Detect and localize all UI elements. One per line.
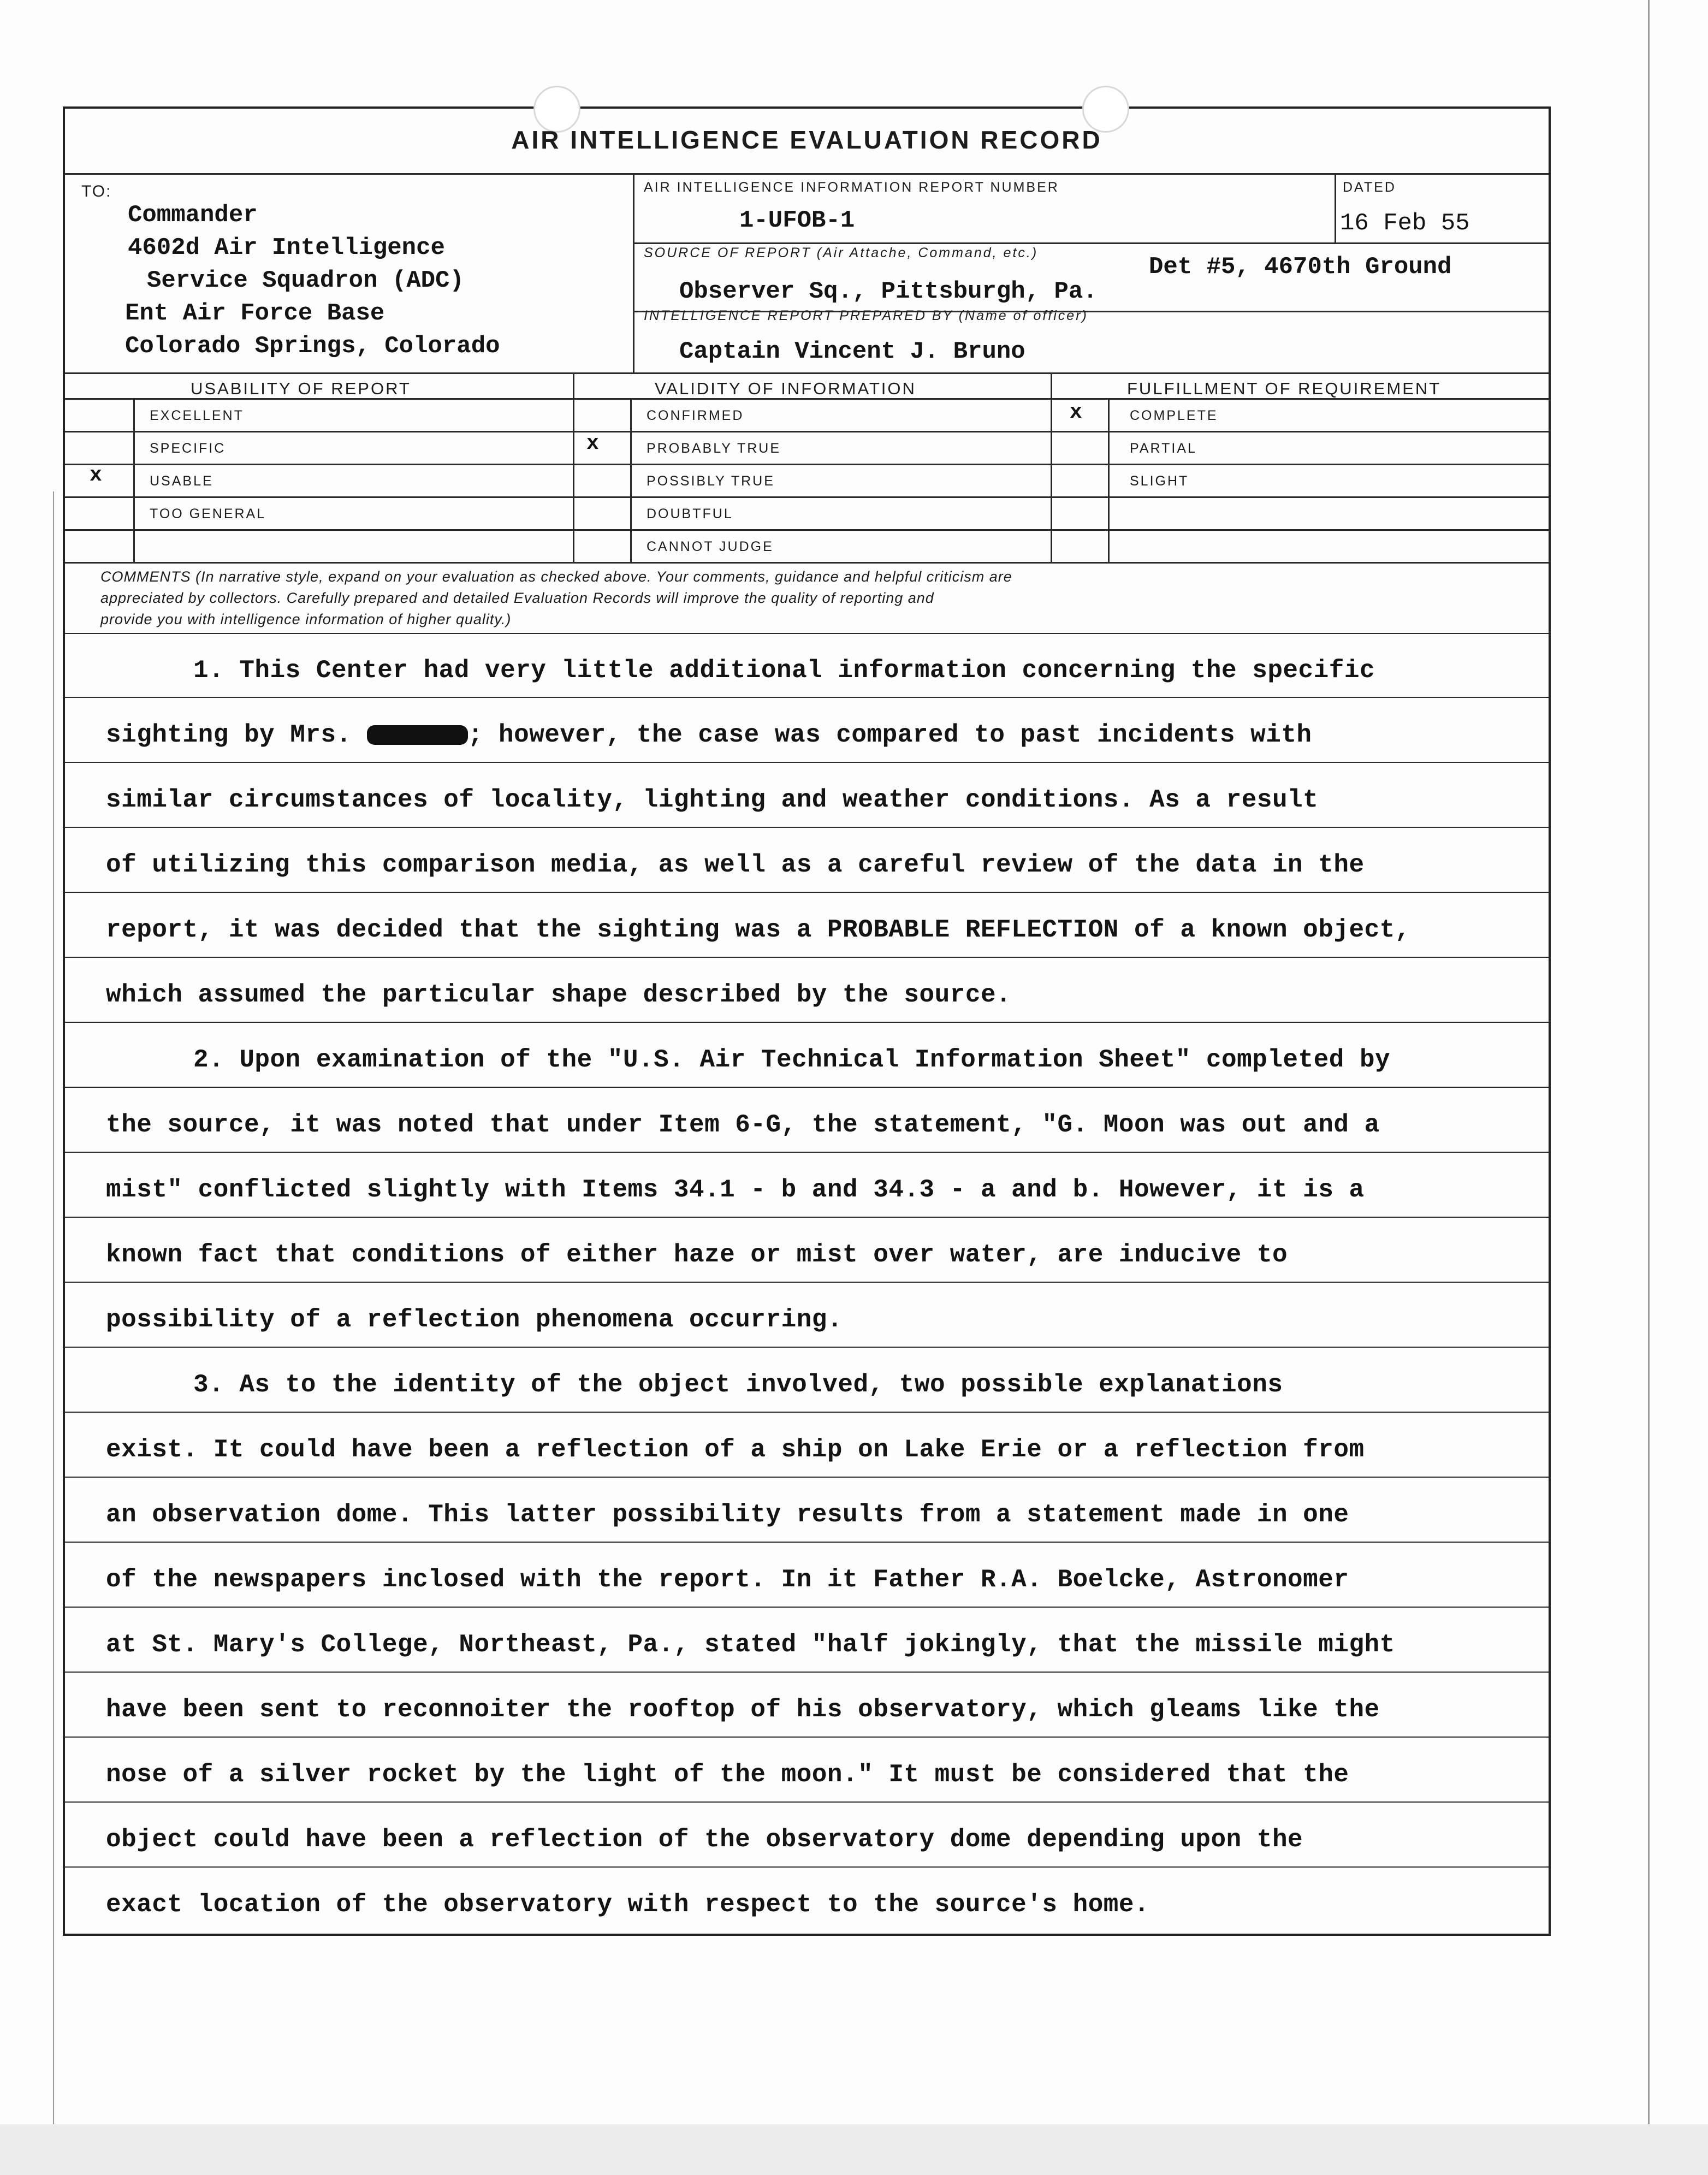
grid-row-2	[65, 464, 1549, 465]
source-value-line2: Observer Sq., Pittsburgh, Pa.	[679, 278, 1098, 305]
body-line: have been sent to reconnoiter the rooftop of his observatory, which gleams like the	[106, 1696, 1380, 1724]
body-line: an observation dome. This latter possibility results from a statement made in one	[106, 1501, 1349, 1529]
ruled-line	[65, 762, 1549, 763]
header-bottom-divider	[65, 372, 1549, 374]
body-line: the source, it was noted that under Item 6-G, the statement, "G. Moon was out and a	[106, 1111, 1380, 1139]
to-line-5: Colorado Springs, Colorado	[125, 333, 500, 360]
usability-option: SPECIFIC	[150, 441, 226, 456]
validity-check-mark: x	[586, 432, 599, 455]
validity-option: CONFIRMED	[647, 408, 744, 423]
ruled-line	[65, 1542, 1549, 1543]
fulfillment-header: FULFILLMENT OF REQUIREMENT	[1127, 379, 1442, 398]
dated-value: 16 Feb 55	[1340, 210, 1470, 237]
evaluation-form	[63, 106, 1551, 1936]
ruled-line	[65, 1087, 1549, 1088]
scan-edge-line	[1648, 0, 1650, 2175]
report-number-value: 1-UFOB-1	[739, 207, 855, 234]
prepared-by-value: Captain Vincent J. Bruno	[679, 338, 1025, 365]
body-line-with-redaction	[106, 721, 1312, 749]
body-line: similar circumstances of locality, lighting and weather conditions. As a result	[106, 786, 1319, 814]
validity-option: DOUBTFUL	[647, 506, 733, 521]
grid-row-4	[65, 529, 1549, 531]
ruled-line	[65, 957, 1549, 958]
usability-column-divider	[573, 372, 574, 562]
ruled-line	[65, 697, 1549, 698]
body-line: at St. Mary's College, Northeast, Pa., stated "half jokingly, that the missile might	[106, 1631, 1395, 1659]
usability-option: USABLE	[150, 473, 214, 489]
to-line-4: Ent Air Force Base	[125, 300, 385, 327]
prepared-by-label: INTELLIGENCE REPORT PREPARED BY (Name of officer)	[644, 308, 1088, 323]
ruled-line	[65, 1282, 1549, 1283]
ruled-line	[65, 1477, 1549, 1478]
validity-option: POSSIBLY TRUE	[647, 473, 775, 489]
ruled-line	[65, 892, 1549, 893]
to-label: TO:	[81, 182, 112, 200]
body-line-end: ; however, the case was compared to past incidents with	[467, 721, 1312, 749]
ruled-line	[65, 1607, 1549, 1608]
form-title: AIR INTELLIGENCE EVALUATION RECORD	[511, 126, 1102, 154]
usability-option: EXCELLENT	[150, 408, 244, 423]
comments-header-line1: COMMENTS (In narrative style, expand on your evaluation as checked above. Your comments, guidance and helpful criticism are	[100, 568, 1012, 585]
body-line: object could have been a reflection of the observatory dome depending upon the	[106, 1826, 1303, 1854]
ruled-line	[65, 1152, 1549, 1153]
scan-left-edge-line	[53, 491, 54, 2175]
fulfillment-check-divider	[1108, 398, 1110, 562]
ruled-line	[65, 1217, 1549, 1218]
usability-check-mark: x	[90, 464, 102, 487]
grid-bottom	[65, 562, 1549, 564]
comments-header-line2: appreciated by collectors. Carefully prepared and detailed Evaluation Records will improve the quality of reporting and	[100, 590, 934, 606]
to-divider	[633, 173, 634, 372]
usability-header: USABILITY OF REPORT	[191, 379, 411, 398]
fulfillment-option: COMPLETE	[1130, 408, 1218, 423]
ruled-line	[65, 1866, 1549, 1868]
ruled-line	[65, 1412, 1549, 1413]
fulfillment-option: PARTIAL	[1130, 441, 1197, 456]
dated-label: DATED	[1343, 180, 1396, 195]
body-line: of the newspapers inclosed with the report. In it Father R.A. Boelcke, Astronomer	[106, 1566, 1349, 1594]
number-divider	[633, 242, 1549, 244]
body-line: 1. This Center had very little additional information concerning the specific	[193, 656, 1375, 685]
comments-header-line3: provide you with intelligence information of higher quality.)	[100, 611, 512, 627]
source-value-line1: Det #5, 4670th Ground	[1149, 253, 1452, 281]
report-number-label: AIR INTELLIGENCE INFORMATION REPORT NUMBER	[644, 180, 1059, 195]
validity-column-divider	[1051, 372, 1052, 562]
ruled-line	[65, 1737, 1549, 1738]
body-line: 2. Upon examination of the "U.S. Air Technical Information Sheet" completed by	[193, 1046, 1391, 1074]
ruled-line	[65, 1022, 1549, 1023]
body-line: mist" conflicted slightly with Items 34.1 - b and 34.3 - a and b. However, it is a	[106, 1176, 1365, 1204]
body-line: which assumed the particular shape described by the source.	[106, 981, 1012, 1009]
source-label: SOURCE OF REPORT (Air Attache, Command, etc.)	[644, 245, 1039, 260]
ruled-line	[65, 1801, 1549, 1803]
fulfillment-check-mark: x	[1070, 401, 1082, 424]
to-line-3: Service Squadron (ADC)	[147, 267, 464, 294]
validity-option: CANNOT JUDGE	[647, 539, 774, 554]
validity-header: VALIDITY OF INFORMATION	[655, 379, 916, 398]
body-line: report, it was decided that the sighting was a PROBABLE REFLECTION of a known object,	[106, 916, 1410, 944]
redaction-blot	[367, 725, 468, 745]
usability-check-divider	[133, 398, 135, 562]
body-line-start: sighting by Mrs.	[106, 721, 352, 749]
ruled-line	[65, 827, 1549, 828]
body-line: of utilizing this comparison media, as well as a careful review of the data in the	[106, 851, 1365, 879]
body-line: exist. It could have been a reflection of a ship on Lake Erie or a reflection from	[106, 1436, 1365, 1464]
validity-option: PROBABLY TRUE	[647, 441, 781, 456]
fulfillment-option: SLIGHT	[1130, 473, 1189, 489]
body-line: known fact that conditions of either haze or mist over water, are inducive to	[106, 1241, 1288, 1269]
ruled-line	[65, 633, 1549, 634]
scan-bottom-strip	[0, 2124, 1708, 2175]
title-divider	[65, 173, 1549, 175]
body-line: possibility of a reflection phenomena occurring.	[106, 1306, 843, 1334]
body-line: 3. As to the identity of the object involved, two possible explanations	[193, 1371, 1283, 1399]
ruled-line	[65, 1672, 1549, 1673]
to-line-2: 4602d Air Intelligence	[128, 234, 445, 262]
to-line-1: Commander	[128, 202, 258, 229]
ruled-line	[65, 1347, 1549, 1348]
dated-divider	[1335, 173, 1336, 244]
body-line: exact location of the observatory with respect to the source's home.	[106, 1890, 1150, 1919]
validity-check-divider	[630, 398, 632, 562]
grid-row-3	[65, 496, 1549, 498]
usability-option: TOO GENERAL	[150, 506, 266, 521]
body-line: nose of a silver rocket by the light of the moon." It must be considered that the	[106, 1761, 1349, 1789]
grid-row-1	[65, 431, 1549, 432]
